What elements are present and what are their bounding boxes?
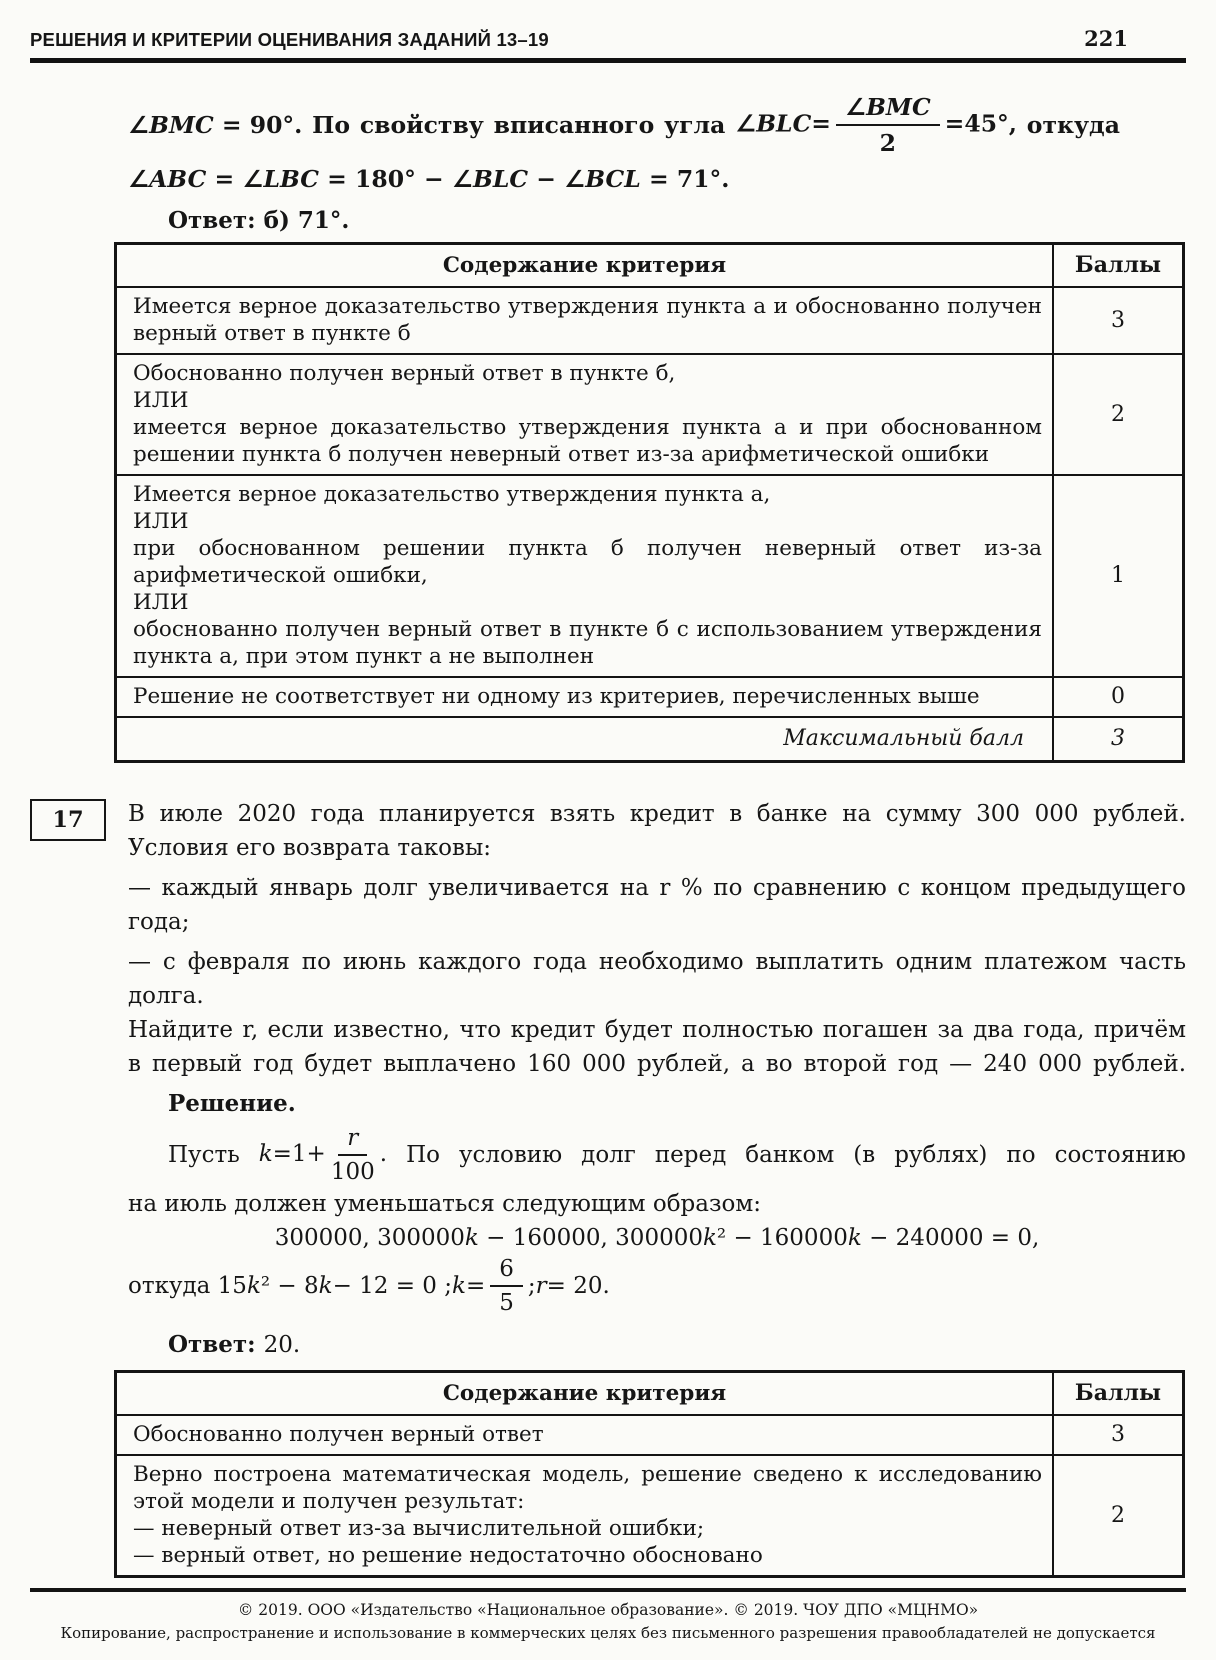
word: По: [312, 110, 351, 139]
max-points-row: [117, 716, 1182, 760]
running-head-title: РЕШЕНИЯ И КРИТЕРИИ ОЦЕНИВАНИЯ ЗАДАНИЙ 13–19: [30, 29, 549, 50]
math-fragment: =1+: [272, 1140, 326, 1167]
fraction-numerator: r: [338, 1125, 367, 1156]
max-points-label: Максимальный балл: [783, 725, 1024, 751]
equation-1: [128, 1221, 1186, 1255]
criteria-cell: [117, 678, 1052, 716]
math-line-2: [128, 165, 1186, 193]
math-fragment: откуда 15: [128, 1272, 247, 1299]
criteria-line: при обоснованном решении пункта б получен неверный ответ из-за: [133, 535, 1042, 561]
points-column-header: Баллы: [1052, 245, 1182, 286]
fraction-denominator: 2: [879, 128, 896, 157]
criteria-line: верный ответ в пункте б: [133, 320, 411, 346]
math-fragment: = 71°.: [640, 164, 730, 193]
table-row: [117, 1454, 1182, 1575]
criteria-line: арифметической ошибки,: [133, 562, 428, 588]
word: Пусть: [168, 1141, 240, 1168]
math-fragment: ² − 8: [260, 1272, 319, 1299]
word: по: [1006, 1141, 1036, 1168]
angle-symbol: ∠: [128, 110, 150, 139]
problem-number-box: 17: [30, 799, 106, 841]
math-var: k: [318, 1272, 333, 1299]
math-var: ABC: [149, 164, 207, 193]
math-var: r: [535, 1272, 547, 1299]
math-fragment: − 12 = 0 ;: [332, 1272, 452, 1299]
problem-17: [52, 797, 1186, 1081]
math-var: k: [464, 1224, 479, 1251]
header-rule: [30, 58, 1186, 63]
word: угла: [664, 110, 726, 139]
criteria-line: этой модели и получен результат:: [133, 1488, 525, 1514]
math-formula: [259, 1125, 387, 1185]
math-fragment: =: [206, 164, 243, 193]
answer-label: Ответ:: [168, 206, 256, 234]
points-cell: 1: [1052, 476, 1182, 676]
angle-symbol: ∠: [242, 164, 264, 193]
angle-symbol: ∠: [128, 164, 150, 193]
copyright-notice: Копирование, распространение и использование в коммерческих целях без письменного разрешения правообладателей не допускается: [60, 1623, 1156, 1642]
points-cell: 3: [1052, 1416, 1182, 1454]
math-fragment: =: [811, 109, 831, 137]
criteria-line: Обоснованно получен верный ответ: [133, 1421, 544, 1447]
math-fragment: =45°,: [944, 109, 1017, 137]
table-row: [117, 286, 1182, 353]
solution-line-2: на июль должен уменьшаться следующим образом:: [128, 1190, 762, 1217]
criteria-line: ИЛИ: [133, 589, 189, 615]
table-header-row: [117, 245, 1182, 286]
problem-bullet-line: — каждый январь долг увеличивается на r % по сравнению с концом предыдущего: [128, 874, 1186, 901]
criteria-cell: [117, 1456, 1052, 1575]
criteria-line: Решение не соответствует ни одному из критериев, перечисленных выше: [133, 683, 980, 709]
criteria-line: Обоснованно получен верный ответ в пункте б,: [133, 360, 676, 386]
math-fragment: 300000, 300000: [274, 1224, 465, 1251]
equation-2: [128, 1255, 1186, 1317]
word: условию: [458, 1141, 563, 1168]
math-fragment: =: [465, 1272, 486, 1299]
math-var: BLC: [473, 164, 529, 193]
math-var: BLC: [756, 109, 812, 137]
math-fragment: ² − 160000: [716, 1224, 848, 1251]
solution-line-1: [168, 1123, 1186, 1187]
word: откуда: [1026, 110, 1120, 139]
criteria-cell: [117, 288, 1052, 353]
word: перед: [654, 1141, 727, 1168]
table-row: [117, 474, 1182, 676]
table-header-row: [117, 1373, 1182, 1414]
math-fragment: = 90°.: [213, 110, 303, 139]
math-fragment: [128, 111, 302, 139]
answer-label: Ответ:: [168, 1330, 256, 1358]
footer-rule: [30, 1588, 1186, 1592]
word: свойству: [359, 110, 484, 139]
points-cell: 2: [1052, 355, 1182, 474]
fraction-denominator: 5: [499, 1289, 514, 1316]
math-line-1: [128, 93, 1120, 157]
answer-value: 20.: [263, 1331, 301, 1358]
fraction-denominator: 100: [330, 1158, 375, 1185]
criteria-line: — неверный ответ из-за вычислительной ошибки;: [133, 1515, 705, 1541]
criteria-line: ИЛИ: [133, 387, 189, 413]
math-var: LBC: [263, 164, 319, 193]
table-row: [117, 353, 1182, 474]
problem-bullet-line: долга.: [128, 982, 204, 1009]
problem-text-line: Условия его возврата таковы:: [128, 834, 492, 861]
max-points-value: 3: [1052, 718, 1182, 760]
points-column-header: Баллы: [1052, 1373, 1182, 1414]
math-var: k: [452, 1272, 466, 1299]
criteria-column-header: Содержание критерия: [442, 252, 727, 278]
criteria-line: пункта а, при этом пункт а не выполнен: [133, 643, 595, 669]
word: состоянию: [1054, 1141, 1186, 1168]
problem-text-line: Найдите r, если известно, что кредит будет полностью погашен за два года, причём: [128, 1016, 1186, 1043]
math-var: BCL: [585, 164, 641, 193]
criteria-line: Имеется верное доказательство утверждения пункта а и обоснованно получен: [133, 293, 1042, 319]
criteria-line: ИЛИ: [133, 508, 189, 534]
word: По: [406, 1141, 440, 1168]
math-var: k: [246, 1272, 261, 1299]
fraction: [490, 1256, 523, 1316]
word: вписанного: [493, 110, 655, 139]
math-fragment: − 240000 = 0,: [861, 1224, 1040, 1251]
points-cell: 0: [1052, 678, 1182, 716]
fraction: [836, 93, 940, 157]
math-fragment: .: [379, 1140, 388, 1167]
fraction-numerator: [836, 93, 940, 126]
criteria-line: Верно построена математическая модель, решение сведено к исследованию: [133, 1461, 1042, 1487]
answer-line: [168, 1331, 1186, 1358]
answer-line: [168, 207, 1186, 234]
fraction-numerator: 6: [490, 1256, 523, 1287]
fraction: [331, 1125, 375, 1185]
problem-bullet-line: — с февраля по июнь каждого года необходимо выплатить одним платежом часть: [128, 948, 1186, 975]
page-number: 221: [1084, 26, 1128, 51]
math-fragment: −: [528, 164, 565, 193]
angle-symbol: ∠: [451, 164, 473, 193]
word: долг: [581, 1141, 636, 1168]
criteria-table-2: [114, 1370, 1185, 1578]
answer-value: б) 71°.: [263, 206, 350, 234]
math-fragment: = 180° −: [319, 164, 452, 193]
angle-symbol: ∠: [844, 92, 867, 121]
copyright-line: © 2019. ООО «Издательство «Национальное образование». © 2019. ЧОУ ДПО «МЦНМО»: [237, 1600, 979, 1619]
math-fragment: ;: [527, 1272, 536, 1299]
word: рублях): [894, 1141, 988, 1168]
math-var: k: [702, 1224, 717, 1251]
criteria-cell: [117, 355, 1052, 474]
criteria-line: обоснованно получен верный ответ в пункте б с использованием утверждения: [133, 616, 1042, 642]
math-var: BMC: [149, 110, 214, 139]
problem-text-line: в первый год будет выплачено 160 000 рублей, а во второй год — 240 000 рублей.: [128, 1050, 1186, 1077]
word: банком: [745, 1141, 835, 1168]
solution-heading: Решение.: [168, 1089, 296, 1117]
criteria-line: — верный ответ, но решение недостаточно обосновано: [133, 1542, 763, 1568]
problem-bullet-line: года;: [128, 908, 190, 935]
problem-text-line: В июле 2020 года планируется взять кредит в банке на сумму 300 000 рублей.: [128, 800, 1186, 827]
table-row: [117, 1414, 1182, 1454]
word: (в: [853, 1141, 876, 1168]
criteria-cell: [117, 476, 1052, 676]
criteria-table-1: [114, 242, 1185, 763]
criteria-column-header: Содержание критерия: [442, 1380, 727, 1406]
angle-symbol: ∠: [735, 109, 757, 137]
criteria-line: решении пункта б получен неверный ответ из-за арифметической ошибки: [133, 441, 990, 467]
criteria-cell: [117, 1416, 1052, 1454]
criteria-line: имеется верное доказательство утверждения пункта а и при обоснованном: [133, 414, 1042, 440]
page-header: [30, 26, 1186, 51]
math-formula: [735, 93, 1017, 157]
table-row: [117, 676, 1182, 716]
angle-symbol: ∠: [564, 164, 586, 193]
math-fragment: = 20.: [546, 1272, 610, 1299]
math-var: BMC: [866, 92, 931, 121]
points-cell: 2: [1052, 1456, 1182, 1575]
math-var: k: [258, 1140, 273, 1167]
points-cell: 3: [1052, 288, 1182, 353]
math-fragment: − 160000, 300000: [478, 1224, 703, 1251]
math-var: k: [847, 1224, 862, 1251]
criteria-line: Имеется верное доказательство утверждения пункта а,: [133, 481, 771, 507]
